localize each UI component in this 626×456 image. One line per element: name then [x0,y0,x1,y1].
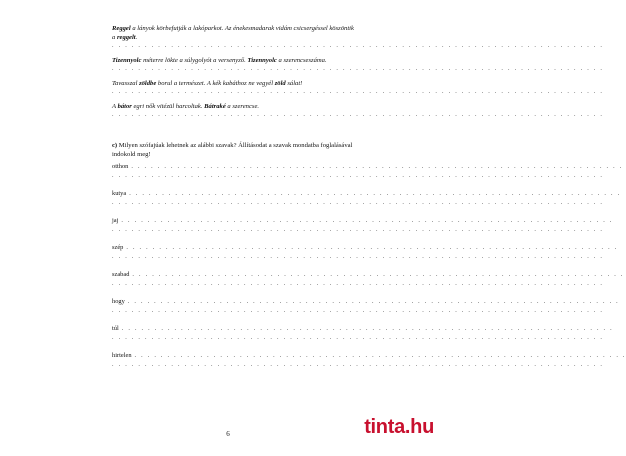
sentence-fragment: Tavasszal [112,80,140,87]
highlighted-word: Tizennyolc [247,57,277,64]
word-block [112,270,625,289]
sentence-exercises [112,24,604,120]
answer-line[interactable]: . . . . . . . . . . . . . . . . . . . . . . . . . . . . . . . . . . . . . . . . . . . . . . . . . . . . . . . . . . . . . . . . . . . . . . . . . . . [126,245,619,251]
word-block [112,297,620,316]
word-label: hogy [112,298,125,305]
highlighted-word: Reggel [112,25,131,32]
sentence-fragment: méterre lökte a súlygolyót a versenyző. [141,57,248,64]
word-block [112,324,614,343]
sentence-fragment: a lányok körbefutják a lakóparkot. Az énekesmadarak vidám csicsergéssel köszöntik a [112,25,354,41]
answer-line[interactable]: . . . . . . . . . . . . . . . . . . . . . . . . . . . . . . . . . . . . . . . . . . . . . . . . . . . . . . . . . . . . . . . . . . . . . . . . . . . [112,112,604,118]
sentence-fragment: a szerencse. [225,103,260,110]
sentence-fragment: sálat! [285,80,303,87]
word-block [112,216,614,235]
answer-line[interactable]: . . . . . . . . . . . . . . . . . . . . . . . . . . . . . . . . . . . . . . . . . . . . . . . . . . . . . . . . . . . . . . . . . . . . . . . . . . . [112,43,604,49]
word-label: kutya [112,190,127,197]
highlighted-word: reggelt [116,34,136,41]
word-label: hirtelen [112,352,132,359]
sentence-fragment: A [112,103,118,110]
word-block [112,243,619,262]
answer-line[interactable]: . . . . . . . . . . . . . . . . . . . . . . . . . . . . . . . . . . . . . . . . . . . . . . . . . . . . . . . . . . . . . . . . . . . . . . . . . . . [134,353,626,359]
word-label: túl [112,325,119,332]
sentence-text [112,79,356,88]
word-row [112,243,619,253]
word-label: jaj [112,217,119,224]
answer-line[interactable]: . . . . . . . . . . . . . . . . . . . . . . . . . . . . . . . . . . . . . . . . . . . . . . . . . . . . . . . . . . . . . . . . . . . . . . . . . . . [112,362,604,368]
word-label: szép [112,244,124,251]
highlighted-word: zöld [274,80,286,87]
answer-line[interactable]: . . . . . . . . . . . . . . . . . . . . . . . . . . . . . . . . . . . . . . . . . . . . . . . . . . . . . . . . . . . . . . . . . . . . . . . . . . . [121,326,614,332]
sentence-fragment: egri nők vitézül harcoltak. [131,103,205,110]
word-row [112,216,614,226]
task-text: Milyen szófajúak lehetnek az alábbi szavak? Állításodat a szavak mondatba foglalásával indokold meg! [112,142,353,158]
word-block [112,351,626,370]
answer-line[interactable]: . . . . . . . . . . . . . . . . . . . . . . . . . . . . . . . . . . . . . . . . . . . . . . . . . . . . . . . . . . . . . . . . . . . . . . . . . . . [132,272,625,278]
word-row [112,351,626,361]
task-label: c) [112,142,118,149]
answer-line[interactable]: . . . . . . . . . . . . . . . . . . . . . . . . . . . . . . . . . . . . . . . . . . . . . . . . . . . . . . . . . . . . . . . . . . . . . . . . . . . [112,281,604,287]
word-row [112,270,625,280]
word-row [112,189,621,199]
answer-line[interactable]: . . . . . . . . . . . . . . . . . . . . . . . . . . . . . . . . . . . . . . . . . . . . . . . . . . . . . . . . . . . . . . . . . . . . . . . . . . . [127,299,620,305]
highlighted-word: Bátraké [204,103,226,110]
highlighted-word: zöldbe [139,80,157,87]
sentence-text [112,24,356,42]
sentence-block [112,24,604,51]
answer-line[interactable]: . . . . . . . . . . . . . . . . . . . . . . . . . . . . . . . . . . . . . . . . . . . . . . . . . . . . . . . . . . . . . . . . . . . . . . . . . . . [112,173,604,179]
word-row [112,324,614,334]
answer-line[interactable]: . . . . . . . . . . . . . . . . . . . . . . . . . . . . . . . . . . . . . . . . . . . . . . . . . . . . . . . . . . . . . . . . . . . . . . . . . . . [112,335,604,341]
word-block [112,162,624,181]
word-exercises [112,162,626,370]
tinta-logo: tinta.hu [364,416,434,438]
answer-line[interactable]: . . . . . . . . . . . . . . . . . . . . . . . . . . . . . . . . . . . . . . . . . . . . . . . . . . . . . . . . . . . . . . . . . . . . . . . . . . . [112,89,604,95]
task-c-instructions [112,141,356,159]
section-spacer [112,125,356,141]
word-row [112,297,620,307]
sentence-text [112,56,356,65]
answer-line[interactable]: . . . . . . . . . . . . . . . . . . . . . . . . . . . . . . . . . . . . . . . . . . . . . . . . . . . . . . . . . . . . . . . . . . . . . . . . . . . [112,254,604,260]
word-block [112,189,621,208]
sentence-text [112,102,356,111]
answer-line[interactable]: . . . . . . . . . . . . . . . . . . . . . . . . . . . . . . . . . . . . . . . . . . . . . . . . . . . . . . . . . . . . . . . . . . . . . . . . . . . [112,227,604,233]
answer-line[interactable]: . . . . . . . . . . . . . . . . . . . . . . . . . . . . . . . . . . . . . . . . . . . . . . . . . . . . . . . . . . . . . . . . . . . . . . . . . . . [121,218,614,224]
sentence-fragment: a szerencseszáma. [276,57,327,64]
sentence-block [112,79,604,97]
highlighted-word: Tizennyolc [112,57,142,64]
answer-line[interactable]: . . . . . . . . . . . . . . . . . . . . . . . . . . . . . . . . . . . . . . . . . . . . . . . . . . . . . . . . . . . . . . . . . . . . . . . . . . . [112,66,604,72]
answer-line[interactable]: . . . . . . . . . . . . . . . . . . . . . . . . . . . . . . . . . . . . . . . . . . . . . . . . . . . . . . . . . . . . . . . . . . . . . . . . . . . [112,200,604,206]
answer-line[interactable]: . . . . . . . . . . . . . . . . . . . . . . . . . . . . . . . . . . . . . . . . . . . . . . . . . . . . . . . . . . . . . . . . . . . . . . . . . . . [129,191,621,197]
answer-line[interactable]: . . . . . . . . . . . . . . . . . . . . . . . . . . . . . . . . . . . . . . . . . . . . . . . . . . . . . . . . . . . . . . . . . . . . . . . . . . . [131,164,624,170]
sentence-fragment: . [135,34,138,41]
sentence-fragment: borul a természet. A kék kabáthoz ne vegyél [156,80,275,87]
word-label: otthon [112,163,129,170]
sentence-block [112,102,604,120]
sentence-block [112,56,604,74]
page-content [112,24,626,378]
page-number: 6 [226,430,230,438]
highlighted-word: bátor [117,103,132,110]
answer-line[interactable]: . . . . . . . . . . . . . . . . . . . . . . . . . . . . . . . . . . . . . . . . . . . . . . . . . . . . . . . . . . . . . . . . . . . . . . . . . . . [112,308,604,314]
word-row [112,162,624,172]
word-label: szabad [112,271,130,278]
